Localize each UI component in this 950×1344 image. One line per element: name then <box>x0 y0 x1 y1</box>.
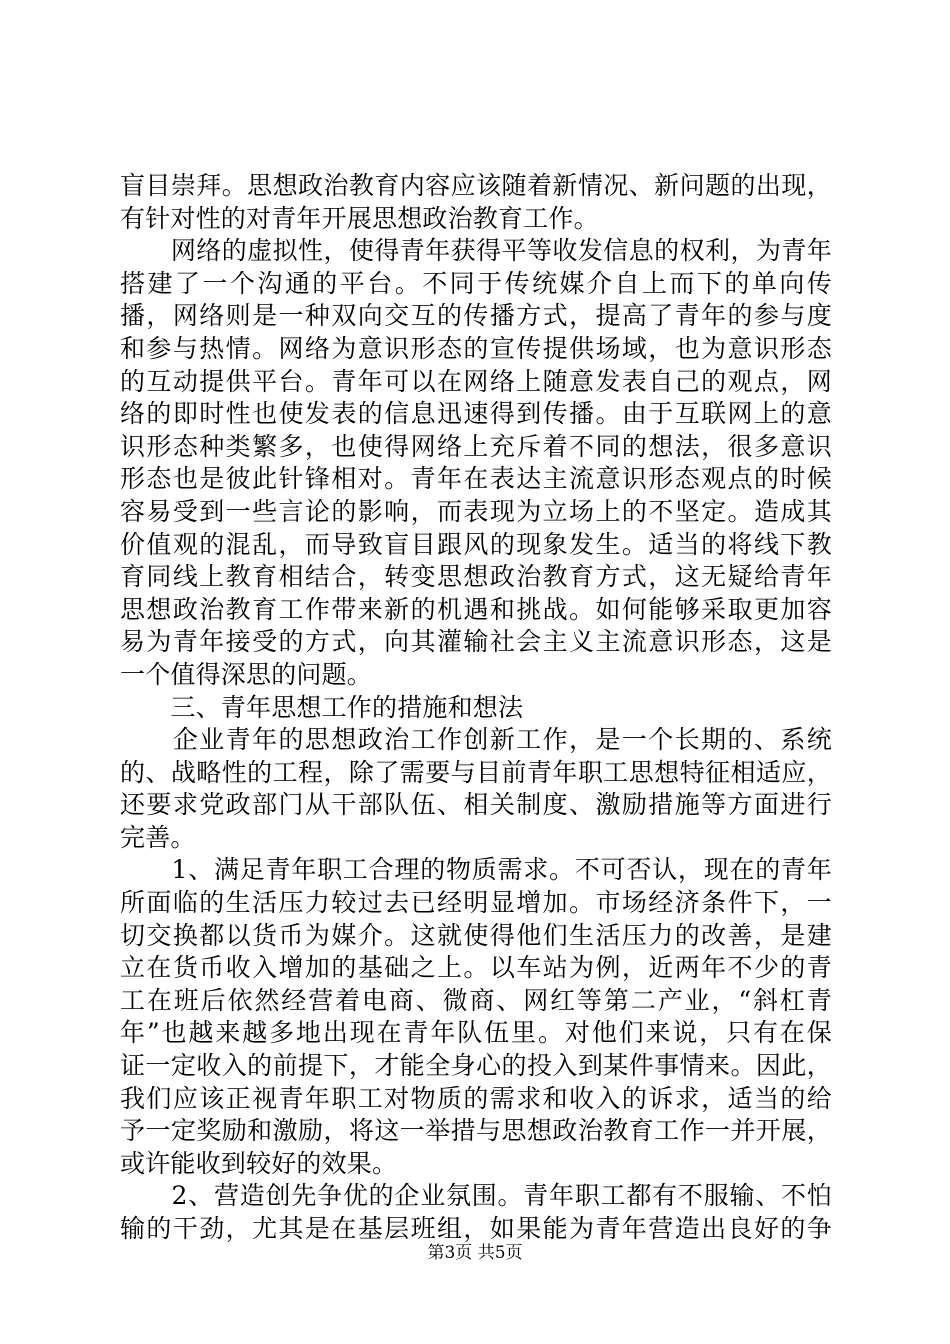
text-line: 思想政治教育工作带来新的机遇和挑战。如何能够采取更加容 <box>120 594 832 624</box>
text-line: 容易受到一些言论的影响，而表现为立场上的不坚定。造成其 <box>120 496 832 526</box>
text-line: 1、满足青年职工合理的物质需求。不可否认，现在的青年 <box>120 855 832 885</box>
text-line: 易为青年接受的方式，向其灌输社会主义主流意识形态，这是 <box>120 627 832 657</box>
text-line: 或许能收到较好的效果。 <box>120 1148 398 1178</box>
text-line: 价值观的混乱，而导致盲目跟风的现象发生。适当的将线下教 <box>120 529 832 559</box>
body-text <box>120 170 832 1246</box>
text-line: 络的即时性也使发表的信息迅速得到传播。由于互联网上的意 <box>120 399 832 429</box>
text-line: 识形态种类繁多，也使得网络上充斥着不同的想法，很多意识 <box>120 431 832 461</box>
text-line: 予一定奖励和激励，将这一举措与思想政治教育工作一并开展， <box>120 1116 832 1146</box>
text-line: 输的干劲，尤其是在基层班组，如果能为青年营造出良好的争 <box>120 1214 832 1243</box>
text-line: 有针对性的对青年开展思想政治教育工作。 <box>120 203 599 233</box>
text-line: 所面临的生活压力较过去已经明显增加。市场经济条件下，一 <box>120 888 832 918</box>
text-line: 立在货币收入增加的基础之上。以车站为例，近两年不少的青 <box>120 953 832 983</box>
text-line: 2、营造创先争优的企业氛围。青年职工都有不服输、不怕 <box>120 1181 832 1211</box>
text-line: 一个值得深思的问题。 <box>120 659 373 689</box>
text-line: 网络的虚拟性，使得青年获得平等收发信息的权利，为青年 <box>120 236 832 266</box>
text-line: 盲目崇拜。思想政治教育内容应该随着新情况、新问题的出现， <box>120 171 832 200</box>
text-line: 三、青年思想工作的措施和想法 <box>120 692 524 722</box>
text-line: 和参与热情。网络为意识形态的宣传提供场域，也为意识形态 <box>120 333 832 363</box>
text-line: 育同线上教育相结合，转变思想政治教育方式，这无疑给青年 <box>120 562 832 592</box>
text-line: 播，网络则是一种双向交互的传播方式，提高了青年的参与度 <box>120 301 832 331</box>
text-line: 搭建了一个沟通的平台。不同于传统媒介自上而下的单向传 <box>120 268 832 298</box>
text-line: 我们应该正视青年职工对物质的需求和收入的诉求，适当的给 <box>120 1083 832 1113</box>
page-footer: 第3页 共5页 <box>427 1243 523 1263</box>
text-line: 企业青年的思想政治工作创新工作，是一个长期的、系统 <box>120 725 832 755</box>
text-line: 工在班后依然经营着电商、微商、网红等第二产业，“斜杠青 <box>120 985 832 1015</box>
text-line: 还要求党政部门从干部队伍、相关制度、激励措施等方面进行 <box>120 790 832 820</box>
text-line: 年”也越来越多地出现在青年队伍里。对他们来说，只有在保 <box>120 1018 832 1048</box>
text-line: 的互动提供平台。青年可以在网络上随意发表自己的观点，网 <box>120 366 832 396</box>
text-line: 证一定收入的前提下，才能全身心的投入到某件事情来。因此， <box>120 1051 832 1081</box>
text-line: 的、战略性的工程，除了需要与目前青年职工思想特征相适应， <box>120 757 832 787</box>
text-line: 形态也是彼此针锋相对。青年在表达主流意识形态观点的时候 <box>120 464 832 494</box>
text-line: 完善。 <box>120 822 196 852</box>
text-line: 切交换都以货币为媒介。这就使得他们生活压力的改善，是建 <box>120 920 832 950</box>
